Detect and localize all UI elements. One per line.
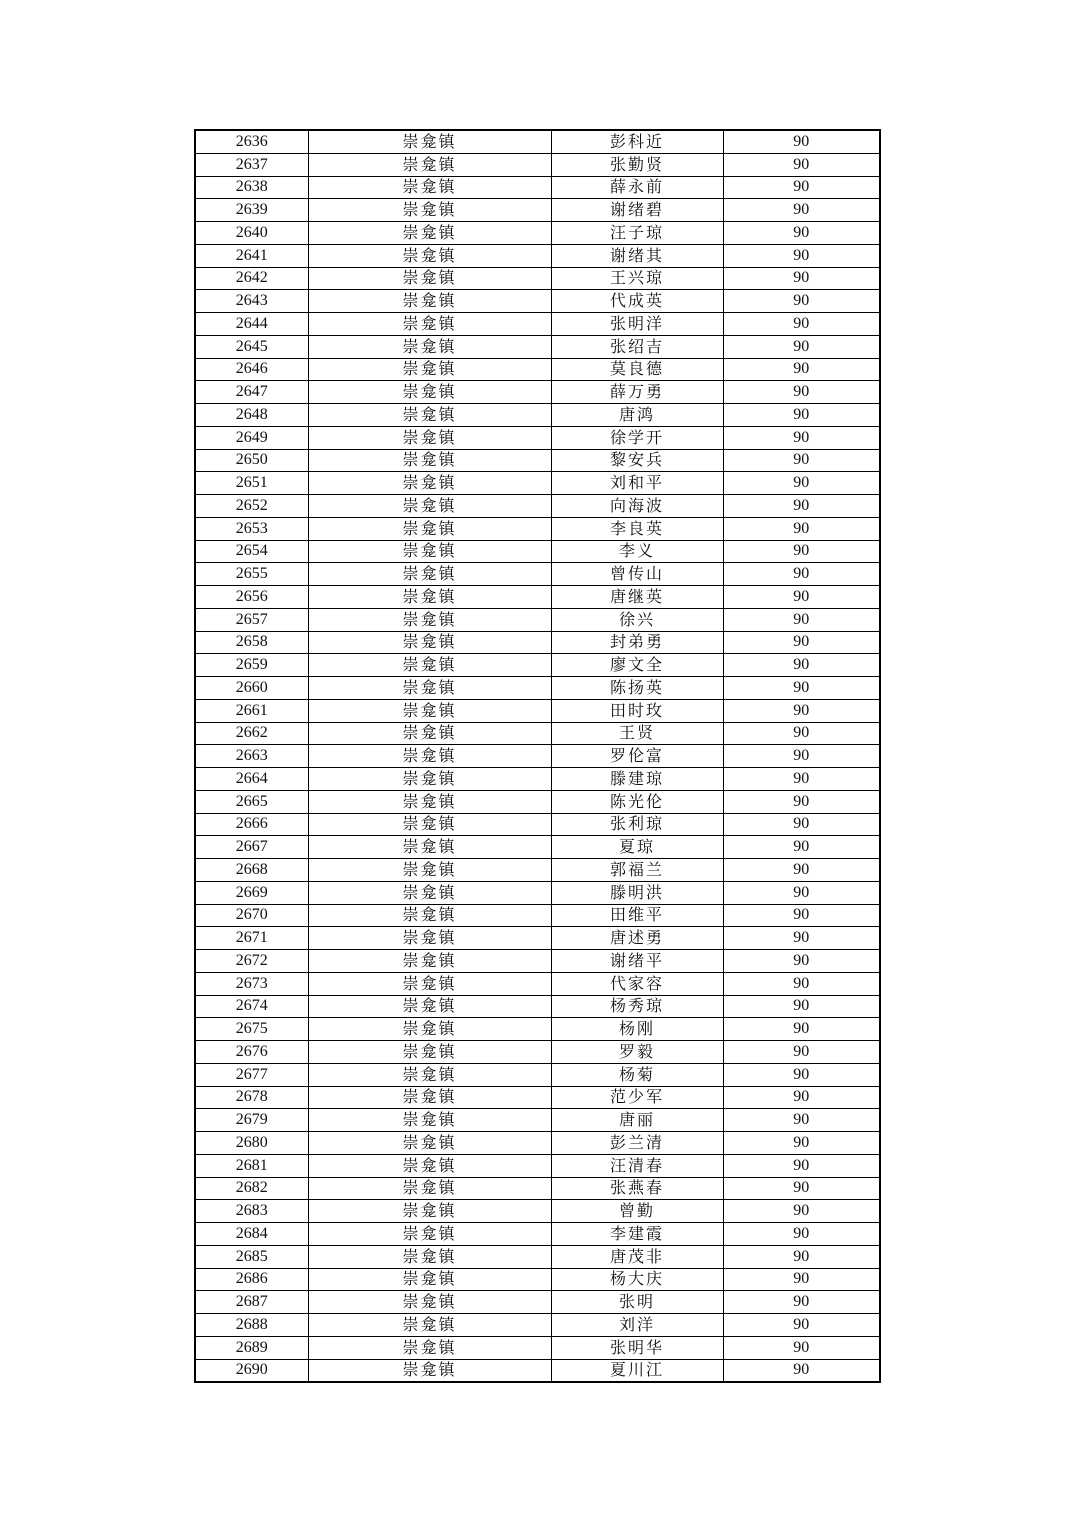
cell-name: 田时玫 bbox=[551, 699, 723, 722]
cell-number: 2646 bbox=[195, 358, 308, 381]
cell-town: 崇龛镇 bbox=[308, 699, 551, 722]
cell-score: 90 bbox=[723, 222, 880, 245]
cell-score: 90 bbox=[723, 153, 880, 176]
cell-town: 崇龛镇 bbox=[308, 199, 551, 222]
cell-score: 90 bbox=[723, 608, 880, 631]
cell-number: 2686 bbox=[195, 1268, 308, 1291]
table-row bbox=[195, 1154, 880, 1177]
cell-number: 2648 bbox=[195, 404, 308, 427]
cell-number: 2643 bbox=[195, 290, 308, 313]
cell-town: 崇龛镇 bbox=[308, 495, 551, 518]
cell-score: 90 bbox=[723, 927, 880, 950]
cell-score: 90 bbox=[723, 1223, 880, 1246]
table-row bbox=[195, 517, 880, 540]
table-row bbox=[195, 790, 880, 813]
cell-score: 90 bbox=[723, 449, 880, 472]
cell-score: 90 bbox=[723, 1245, 880, 1268]
cell-name: 封弟勇 bbox=[551, 631, 723, 654]
cell-score: 90 bbox=[723, 768, 880, 791]
cell-town: 崇龛镇 bbox=[308, 631, 551, 654]
cell-name: 刘和平 bbox=[551, 472, 723, 495]
cell-name: 唐丽 bbox=[551, 1109, 723, 1132]
cell-score: 90 bbox=[723, 1063, 880, 1086]
cell-number: 2650 bbox=[195, 449, 308, 472]
cell-score: 90 bbox=[723, 426, 880, 449]
cell-number: 2687 bbox=[195, 1291, 308, 1314]
cell-name: 夏川江 bbox=[551, 1359, 723, 1382]
cell-number: 2675 bbox=[195, 1018, 308, 1041]
cell-number: 2669 bbox=[195, 881, 308, 904]
cell-town: 崇龛镇 bbox=[308, 267, 551, 290]
cell-score: 90 bbox=[723, 130, 880, 153]
cell-name: 谢绪平 bbox=[551, 950, 723, 973]
cell-number: 2685 bbox=[195, 1245, 308, 1268]
cell-name: 范少军 bbox=[551, 1086, 723, 1109]
cell-number: 2663 bbox=[195, 745, 308, 768]
cell-name: 夏琼 bbox=[551, 836, 723, 859]
cell-score: 90 bbox=[723, 176, 880, 199]
cell-town: 崇龛镇 bbox=[308, 1268, 551, 1291]
cell-name: 代家容 bbox=[551, 972, 723, 995]
cell-score: 90 bbox=[723, 1132, 880, 1155]
cell-town: 崇龛镇 bbox=[308, 540, 551, 563]
cell-score: 90 bbox=[723, 972, 880, 995]
cell-score: 90 bbox=[723, 631, 880, 654]
cell-name: 杨秀琼 bbox=[551, 995, 723, 1018]
cell-town: 崇龛镇 bbox=[308, 950, 551, 973]
cell-name: 李义 bbox=[551, 540, 723, 563]
cell-score: 90 bbox=[723, 1359, 880, 1382]
cell-number: 2637 bbox=[195, 153, 308, 176]
cell-name: 代成英 bbox=[551, 290, 723, 313]
cell-score: 90 bbox=[723, 654, 880, 677]
cell-score: 90 bbox=[723, 745, 880, 768]
cell-number: 2673 bbox=[195, 972, 308, 995]
table-row bbox=[195, 972, 880, 995]
cell-name: 陈光伦 bbox=[551, 790, 723, 813]
cell-town: 崇龛镇 bbox=[308, 1132, 551, 1155]
table-row bbox=[195, 677, 880, 700]
cell-score: 90 bbox=[723, 517, 880, 540]
cell-score: 90 bbox=[723, 1268, 880, 1291]
cell-name: 汪子琼 bbox=[551, 222, 723, 245]
table-row bbox=[195, 130, 880, 153]
table-row bbox=[195, 426, 880, 449]
cell-name: 彭科近 bbox=[551, 130, 723, 153]
cell-number: 2678 bbox=[195, 1086, 308, 1109]
cell-score: 90 bbox=[723, 1291, 880, 1314]
table-row bbox=[195, 1109, 880, 1132]
table-row bbox=[195, 699, 880, 722]
cell-town: 崇龛镇 bbox=[308, 1154, 551, 1177]
cell-number: 2644 bbox=[195, 313, 308, 336]
cell-score: 90 bbox=[723, 472, 880, 495]
cell-town: 崇龛镇 bbox=[308, 927, 551, 950]
cell-town: 崇龛镇 bbox=[308, 859, 551, 882]
table-row bbox=[195, 1314, 880, 1337]
cell-number: 2659 bbox=[195, 654, 308, 677]
cell-score: 90 bbox=[723, 950, 880, 973]
cell-number: 2690 bbox=[195, 1359, 308, 1382]
cell-name: 谢绪其 bbox=[551, 244, 723, 267]
table-row bbox=[195, 654, 880, 677]
cell-name: 罗伦富 bbox=[551, 745, 723, 768]
cell-town: 崇龛镇 bbox=[308, 517, 551, 540]
cell-town: 崇龛镇 bbox=[308, 768, 551, 791]
cell-number: 2654 bbox=[195, 540, 308, 563]
cell-town: 崇龛镇 bbox=[308, 290, 551, 313]
cell-town: 崇龛镇 bbox=[308, 745, 551, 768]
cell-name: 唐述勇 bbox=[551, 927, 723, 950]
cell-name: 张勤贤 bbox=[551, 153, 723, 176]
table-row bbox=[195, 335, 880, 358]
cell-town: 崇龛镇 bbox=[308, 1245, 551, 1268]
table-row bbox=[195, 927, 880, 950]
cell-town: 崇龛镇 bbox=[308, 654, 551, 677]
cell-name: 张明洋 bbox=[551, 313, 723, 336]
cell-name: 曾传山 bbox=[551, 563, 723, 586]
cell-score: 90 bbox=[723, 199, 880, 222]
table-row bbox=[195, 859, 880, 882]
cell-number: 2671 bbox=[195, 927, 308, 950]
cell-number: 2660 bbox=[195, 677, 308, 700]
cell-town: 崇龛镇 bbox=[308, 1200, 551, 1223]
cell-town: 崇龛镇 bbox=[308, 1018, 551, 1041]
cell-number: 2664 bbox=[195, 768, 308, 791]
table-row bbox=[195, 1359, 880, 1382]
cell-name: 徐学开 bbox=[551, 426, 723, 449]
cell-name: 张明 bbox=[551, 1291, 723, 1314]
cell-score: 90 bbox=[723, 904, 880, 927]
cell-town: 崇龛镇 bbox=[308, 1223, 551, 1246]
table-row bbox=[195, 381, 880, 404]
cell-name: 田维平 bbox=[551, 904, 723, 927]
table-row bbox=[195, 1245, 880, 1268]
cell-number: 2679 bbox=[195, 1109, 308, 1132]
cell-score: 90 bbox=[723, 995, 880, 1018]
table-row bbox=[195, 1018, 880, 1041]
cell-name: 薛永前 bbox=[551, 176, 723, 199]
cell-score: 90 bbox=[723, 722, 880, 745]
table-row bbox=[195, 1086, 880, 1109]
cell-town: 崇龛镇 bbox=[308, 904, 551, 927]
cell-name: 李良英 bbox=[551, 517, 723, 540]
cell-number: 2667 bbox=[195, 836, 308, 859]
table-row bbox=[195, 222, 880, 245]
cell-number: 2689 bbox=[195, 1336, 308, 1359]
cell-town: 崇龛镇 bbox=[308, 836, 551, 859]
cell-town: 崇龛镇 bbox=[308, 881, 551, 904]
table-row bbox=[195, 722, 880, 745]
roster-table-body bbox=[195, 130, 880, 1382]
cell-name: 徐兴 bbox=[551, 608, 723, 631]
cell-name: 廖文全 bbox=[551, 654, 723, 677]
cell-town: 崇龛镇 bbox=[308, 1063, 551, 1086]
cell-name: 曾勤 bbox=[551, 1200, 723, 1223]
cell-name: 黎安兵 bbox=[551, 449, 723, 472]
cell-score: 90 bbox=[723, 358, 880, 381]
cell-town: 崇龛镇 bbox=[308, 563, 551, 586]
table-row bbox=[195, 1177, 880, 1200]
table-row bbox=[195, 631, 880, 654]
cell-name: 杨菊 bbox=[551, 1063, 723, 1086]
cell-number: 2636 bbox=[195, 130, 308, 153]
table-row bbox=[195, 608, 880, 631]
table-row bbox=[195, 1268, 880, 1291]
cell-town: 崇龛镇 bbox=[308, 608, 551, 631]
cell-score: 90 bbox=[723, 540, 880, 563]
cell-number: 2666 bbox=[195, 813, 308, 836]
cell-town: 崇龛镇 bbox=[308, 1177, 551, 1200]
cell-name: 汪清春 bbox=[551, 1154, 723, 1177]
cell-name: 滕明洪 bbox=[551, 881, 723, 904]
table-row bbox=[195, 904, 880, 927]
table-row bbox=[195, 1063, 880, 1086]
cell-score: 90 bbox=[723, 381, 880, 404]
cell-town: 崇龛镇 bbox=[308, 722, 551, 745]
cell-town: 崇龛镇 bbox=[308, 130, 551, 153]
cell-score: 90 bbox=[723, 836, 880, 859]
cell-number: 2641 bbox=[195, 244, 308, 267]
cell-number: 2640 bbox=[195, 222, 308, 245]
cell-name: 唐茂非 bbox=[551, 1245, 723, 1268]
cell-town: 崇龛镇 bbox=[308, 1086, 551, 1109]
cell-number: 2651 bbox=[195, 472, 308, 495]
cell-name: 刘洋 bbox=[551, 1314, 723, 1337]
cell-number: 2665 bbox=[195, 790, 308, 813]
table-row bbox=[195, 290, 880, 313]
cell-score: 90 bbox=[723, 1018, 880, 1041]
table-row bbox=[195, 1336, 880, 1359]
table-row bbox=[195, 495, 880, 518]
cell-town: 崇龛镇 bbox=[308, 1314, 551, 1337]
cell-town: 崇龛镇 bbox=[308, 1336, 551, 1359]
table-row bbox=[195, 472, 880, 495]
cell-name: 罗毅 bbox=[551, 1041, 723, 1064]
cell-town: 崇龛镇 bbox=[308, 426, 551, 449]
cell-score: 90 bbox=[723, 404, 880, 427]
cell-town: 崇龛镇 bbox=[308, 1109, 551, 1132]
cell-score: 90 bbox=[723, 1200, 880, 1223]
table-row bbox=[195, 813, 880, 836]
cell-name: 张明华 bbox=[551, 1336, 723, 1359]
table-row bbox=[195, 586, 880, 609]
cell-number: 2647 bbox=[195, 381, 308, 404]
table-row bbox=[195, 358, 880, 381]
cell-town: 崇龛镇 bbox=[308, 1359, 551, 1382]
cell-score: 90 bbox=[723, 881, 880, 904]
cell-score: 90 bbox=[723, 335, 880, 358]
cell-name: 张利琼 bbox=[551, 813, 723, 836]
table-row bbox=[195, 1200, 880, 1223]
cell-town: 崇龛镇 bbox=[308, 677, 551, 700]
table-row bbox=[195, 1041, 880, 1064]
cell-score: 90 bbox=[723, 267, 880, 290]
cell-number: 2681 bbox=[195, 1154, 308, 1177]
cell-town: 崇龛镇 bbox=[308, 176, 551, 199]
cell-score: 90 bbox=[723, 495, 880, 518]
table-row bbox=[195, 995, 880, 1018]
cell-number: 2682 bbox=[195, 1177, 308, 1200]
cell-number: 2645 bbox=[195, 335, 308, 358]
table-row bbox=[195, 267, 880, 290]
cell-town: 崇龛镇 bbox=[308, 222, 551, 245]
cell-number: 2655 bbox=[195, 563, 308, 586]
cell-name: 唐继英 bbox=[551, 586, 723, 609]
cell-score: 90 bbox=[723, 563, 880, 586]
cell-number: 2676 bbox=[195, 1041, 308, 1064]
cell-town: 崇龛镇 bbox=[308, 472, 551, 495]
cell-score: 90 bbox=[723, 586, 880, 609]
cell-number: 2662 bbox=[195, 722, 308, 745]
cell-name: 陈扬英 bbox=[551, 677, 723, 700]
cell-name: 彭兰清 bbox=[551, 1132, 723, 1155]
cell-number: 2656 bbox=[195, 586, 308, 609]
cell-score: 90 bbox=[723, 1154, 880, 1177]
cell-name: 谢绪碧 bbox=[551, 199, 723, 222]
cell-number: 2680 bbox=[195, 1132, 308, 1155]
cell-name: 郭福兰 bbox=[551, 859, 723, 882]
cell-number: 2668 bbox=[195, 859, 308, 882]
cell-score: 90 bbox=[723, 859, 880, 882]
cell-town: 崇龛镇 bbox=[308, 1291, 551, 1314]
cell-name: 唐鸿 bbox=[551, 404, 723, 427]
table-row bbox=[195, 881, 880, 904]
cell-number: 2653 bbox=[195, 517, 308, 540]
cell-town: 崇龛镇 bbox=[308, 313, 551, 336]
cell-score: 90 bbox=[723, 813, 880, 836]
cell-town: 崇龛镇 bbox=[308, 358, 551, 381]
table-row bbox=[195, 836, 880, 859]
cell-name: 李建霞 bbox=[551, 1223, 723, 1246]
cell-name: 张绍吉 bbox=[551, 335, 723, 358]
table-row bbox=[195, 745, 880, 768]
cell-town: 崇龛镇 bbox=[308, 404, 551, 427]
cell-name: 王兴琼 bbox=[551, 267, 723, 290]
cell-score: 90 bbox=[723, 699, 880, 722]
cell-number: 2639 bbox=[195, 199, 308, 222]
cell-score: 90 bbox=[723, 1336, 880, 1359]
table-row bbox=[195, 563, 880, 586]
table-row bbox=[195, 1132, 880, 1155]
cell-town: 崇龛镇 bbox=[308, 153, 551, 176]
cell-number: 2677 bbox=[195, 1063, 308, 1086]
table-row bbox=[195, 1223, 880, 1246]
cell-number: 2683 bbox=[195, 1200, 308, 1223]
cell-name: 张燕春 bbox=[551, 1177, 723, 1200]
cell-name: 薛万勇 bbox=[551, 381, 723, 404]
cell-town: 崇龛镇 bbox=[308, 335, 551, 358]
table-row bbox=[195, 449, 880, 472]
cell-name: 杨大庆 bbox=[551, 1268, 723, 1291]
cell-town: 崇龛镇 bbox=[308, 586, 551, 609]
table-row bbox=[195, 244, 880, 267]
cell-score: 90 bbox=[723, 1086, 880, 1109]
cell-town: 崇龛镇 bbox=[308, 972, 551, 995]
table-row bbox=[195, 540, 880, 563]
cell-number: 2684 bbox=[195, 1223, 308, 1246]
cell-number: 2657 bbox=[195, 608, 308, 631]
cell-score: 90 bbox=[723, 677, 880, 700]
cell-score: 90 bbox=[723, 1177, 880, 1200]
cell-score: 90 bbox=[723, 313, 880, 336]
cell-name: 王贤 bbox=[551, 722, 723, 745]
cell-number: 2638 bbox=[195, 176, 308, 199]
cell-number: 2661 bbox=[195, 699, 308, 722]
roster-table bbox=[194, 129, 881, 1383]
cell-town: 崇龛镇 bbox=[308, 813, 551, 836]
cell-score: 90 bbox=[723, 1041, 880, 1064]
cell-town: 崇龛镇 bbox=[308, 1041, 551, 1064]
table-row bbox=[195, 1291, 880, 1314]
table-row bbox=[195, 950, 880, 973]
cell-number: 2652 bbox=[195, 495, 308, 518]
cell-name: 杨刚 bbox=[551, 1018, 723, 1041]
table-row bbox=[195, 199, 880, 222]
table-row bbox=[195, 404, 880, 427]
cell-number: 2658 bbox=[195, 631, 308, 654]
cell-score: 90 bbox=[723, 1314, 880, 1337]
cell-number: 2674 bbox=[195, 995, 308, 1018]
cell-town: 崇龛镇 bbox=[308, 449, 551, 472]
cell-number: 2672 bbox=[195, 950, 308, 973]
table-row bbox=[195, 313, 880, 336]
cell-number: 2649 bbox=[195, 426, 308, 449]
cell-town: 崇龛镇 bbox=[308, 381, 551, 404]
cell-number: 2688 bbox=[195, 1314, 308, 1337]
table-row bbox=[195, 153, 880, 176]
cell-name: 滕建琼 bbox=[551, 768, 723, 791]
cell-number: 2670 bbox=[195, 904, 308, 927]
cell-score: 90 bbox=[723, 1109, 880, 1132]
cell-score: 90 bbox=[723, 244, 880, 267]
cell-number: 2642 bbox=[195, 267, 308, 290]
cell-score: 90 bbox=[723, 790, 880, 813]
cell-name: 向海波 bbox=[551, 495, 723, 518]
cell-town: 崇龛镇 bbox=[308, 995, 551, 1018]
cell-town: 崇龛镇 bbox=[308, 244, 551, 267]
table-row bbox=[195, 176, 880, 199]
table-row bbox=[195, 768, 880, 791]
cell-score: 90 bbox=[723, 290, 880, 313]
cell-name: 莫良德 bbox=[551, 358, 723, 381]
cell-town: 崇龛镇 bbox=[308, 790, 551, 813]
